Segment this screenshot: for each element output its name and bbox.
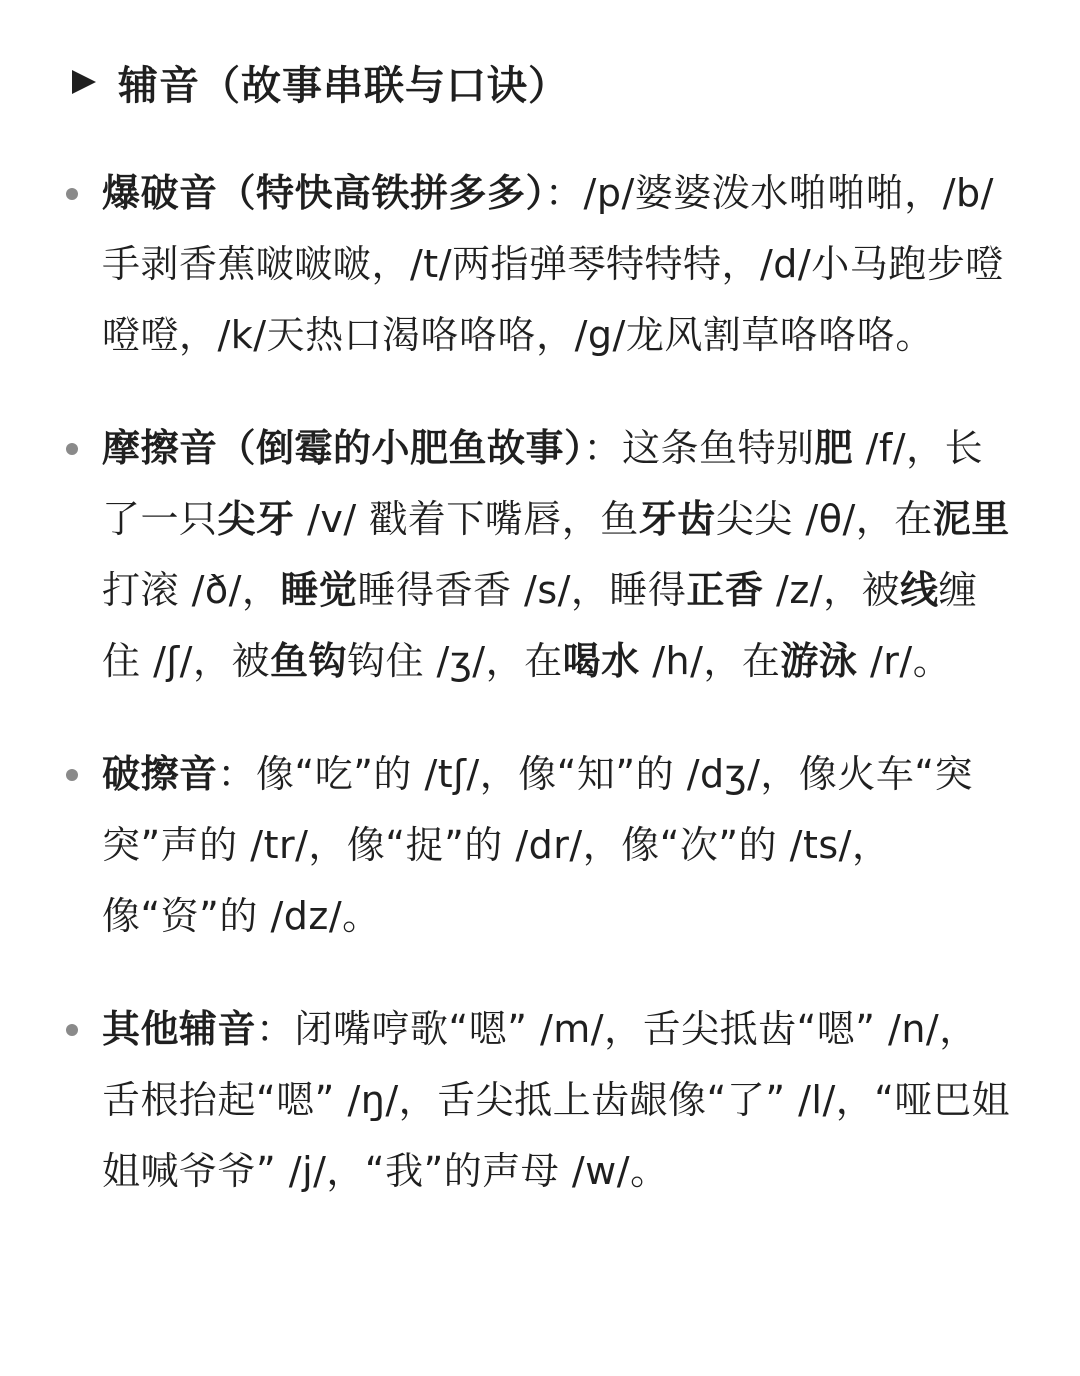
text-segment: /v/ 戳着下嘴唇，鱼 — [294, 497, 639, 541]
list-item-fricatives — [70, 413, 1010, 697]
text-segment: 打滚 /ð/， — [102, 568, 281, 612]
bold-text-segment: 游泳 — [780, 639, 858, 683]
bold-text-segment: 尖牙 — [217, 497, 295, 541]
bold-text-segment: 牙齿 — [638, 497, 716, 541]
bold-text-segment: 鱼钩 — [269, 639, 347, 683]
text-segment: /h/，在 — [639, 639, 781, 683]
bullet-dot-icon — [66, 188, 78, 200]
list-item-other-consonants — [70, 994, 1010, 1207]
bold-text-segment: 肥 — [814, 426, 854, 470]
text-segment: /z/，被 — [763, 568, 901, 612]
list-item-text — [102, 752, 973, 938]
consonant-list — [70, 158, 1010, 1207]
text-segment: 缠住 /ʃ/，被 — [102, 568, 978, 683]
section-heading — [70, 50, 1010, 114]
section-heading-text: 辅音（故事串联与口诀） — [118, 62, 569, 109]
play-triangle-icon — [72, 70, 96, 94]
bold-text-segment: 其他辅音 — [102, 1007, 257, 1051]
list-item-plosives — [70, 158, 1010, 371]
text-segment: ：闭嘴哼歌“嗯” /m/，舌尖抵齿“嗯” /n/，舌根抬起“嗯” /ŋ/，舌尖抵上齿龈像“了” /l/，“哑巴姐姐喊爷爷” /j/，“我”的声母 /w/。 — [102, 1007, 1010, 1193]
list-item-affricates — [70, 739, 1010, 952]
text-segment: 尖尖 /θ/，在 — [715, 497, 933, 541]
text-segment: ：像“吃”的 /tʃ/，像“知”的 /dʒ/，像火车“突突”声的 /tr/，像“捉”的 /dr/，像“次”的 /ts/，像“资”的 /dz/。 — [102, 752, 974, 938]
bold-text-segment: 正香 — [686, 568, 764, 612]
bullet-dot-icon — [66, 1024, 78, 1036]
bold-text-segment: 摩擦音（倒霉的小肥鱼故事） — [102, 426, 584, 470]
list-item-text — [102, 426, 1010, 683]
text-segment: ：这条鱼特别 — [583, 426, 815, 470]
bold-text-segment: 睡觉 — [280, 568, 358, 612]
bold-text-segment: 线 — [900, 568, 939, 612]
text-segment: 睡得香香 /s/，睡得 — [357, 568, 687, 612]
text-segment: ：/p/婆婆泼水啪啪啪，/b/手剥香蕉啵啵啵，/t/两指弹琴特特特，/d/小马跑步噔噔噔，/k/天热口渴咯咯咯，/g/龙风割草咯咯咯。 — [102, 171, 1004, 357]
text-segment: 钩住 /ʒ/，在 — [346, 639, 563, 683]
bold-text-segment: 泥里 — [932, 497, 1010, 541]
bold-text-segment: 爆破音（特快高铁拼多多） — [102, 171, 546, 215]
bold-text-segment: 喝水 — [562, 639, 640, 683]
text-segment: /f/，长了一只 — [102, 426, 984, 541]
bullet-dot-icon — [66, 769, 78, 781]
list-item-text — [102, 171, 1004, 357]
text-segment: /r/。 — [857, 639, 952, 683]
bullet-dot-icon — [66, 443, 78, 455]
list-item-text — [102, 1007, 1010, 1193]
bold-text-segment: 破擦音 — [102, 752, 218, 796]
